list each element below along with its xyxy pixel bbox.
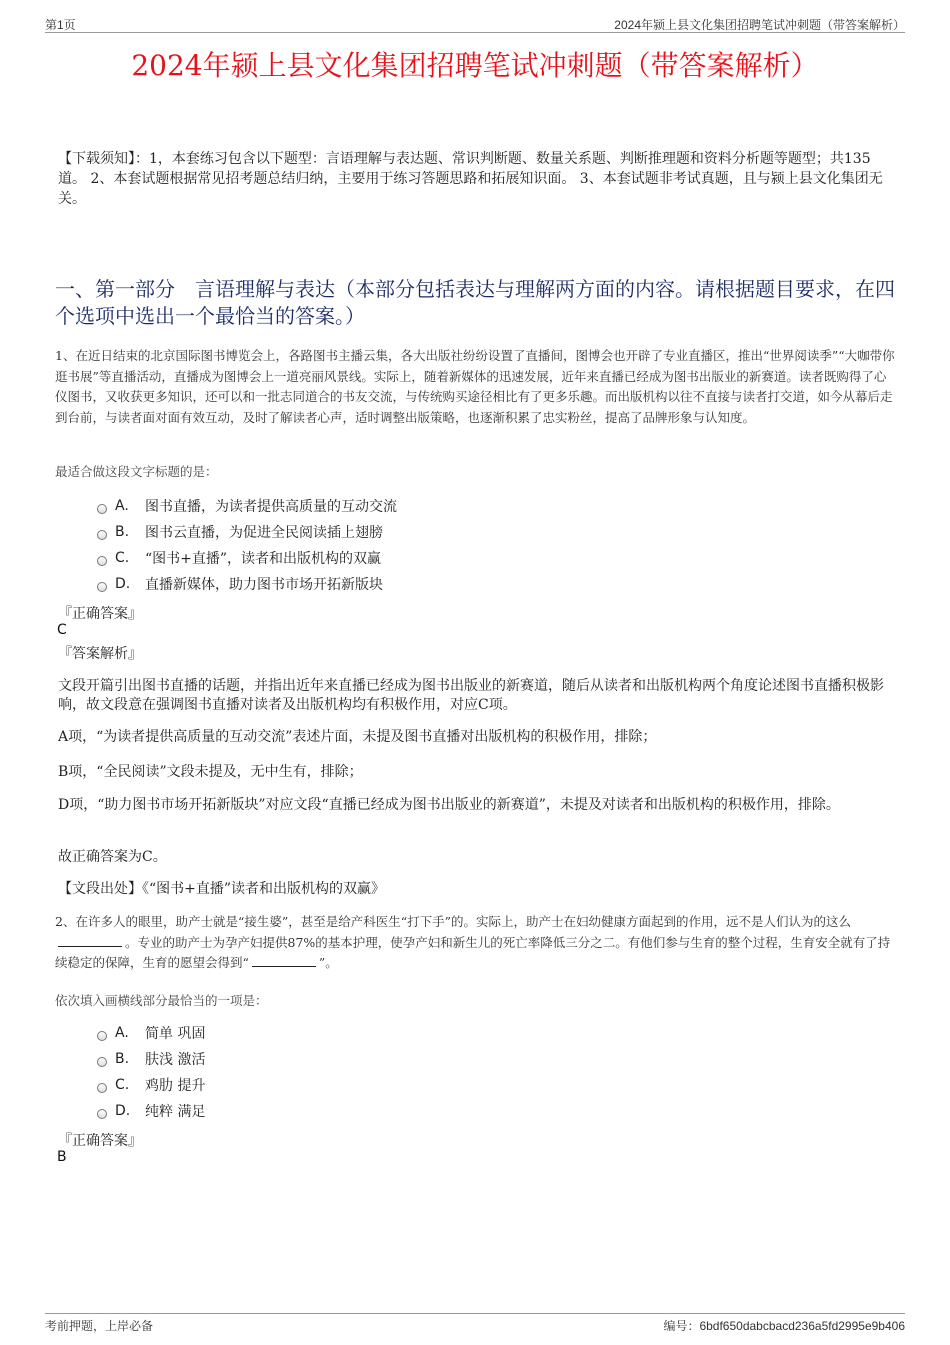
question-2-options [97,1020,205,1124]
question-1-options [97,493,397,597]
page-number: 第1页 [45,18,76,32]
question-2-prompt: 依次填入画横线部分最恰当的一项是： [55,993,268,1008]
analysis-paragraph: B项，“全民阅读”文段未提及，无中生有，排除； [58,764,363,780]
correct-answer: B [57,1149,67,1165]
option-text: 直播新媒体，助力图书市场开拓新版块 [145,577,383,593]
stem-part: 。专业的助产士为孕产妇提供87%的基本护理，使孕产妇和新生儿的死亡率降低三分之二。有他们参与生育的整个过程，生育安全就有了持续稳定的保障，生育的愿望会得到“ [55,934,891,970]
question-1-stem: 1、在近日结束的北京国际图书博览会上，各路图书主播云集，各大出版社纷纷设置了直播间，图博会也开辟了专业直播区，推出“世界阅读季”“大咖带你逛书展”等直播活动，直播成为图博会上一道亮丽风景线。实际上，随着新媒体的迅速发展，近年来直播已经成为图书出版业的新赛道。读者既购得了心仪图书，又收获更多知识，还可以和一批志同道合的书友交流，与传统购买途径相比有了更多乐趣。而出版机构以往不直接与读者打交道，如今从幕后走到台前，与读者面对面有效互动，及时了解读者心声，适时调整出版策略，也逐渐积累了忠实粉丝，提高了品牌形象与认知度。 [55,348,895,425]
footer-serial: 编号：6bdf650dabcbacd236a5fd2995e9b406 [663,1319,905,1333]
correct-answer-label: 『正确答案』 [58,1133,142,1149]
option-text: 纯粹 满足 [145,1104,206,1120]
radio-icon[interactable] [97,530,107,540]
option-text: “图书+直播”，读者和出版机构的双赢 [145,551,382,567]
option-d[interactable] [97,571,397,597]
option-letter: D. [115,1103,131,1119]
option-text: 肤浅 激活 [145,1052,206,1068]
analysis-label: 『答案解析』 [58,646,142,662]
option-c[interactable] [97,545,397,571]
analysis-paragraph: D项，“助力图书市场开拓新版块”对应文段“直播已经成为图书出版业的新赛道”，未提及对读者和出版机构的积极作用，排除。 [58,797,840,813]
radio-icon[interactable] [97,582,107,592]
stem-part: ”。 [318,955,338,970]
question-1-prompt: 最适合做这段文字标题的是： [55,464,218,479]
footer-slogan: 考前押题，上岸必备 [45,1319,154,1333]
document-title: 2024年颍上县文化集团招聘笔试冲刺题（带答案解析） [131,49,819,82]
header-doc-title: 2024年颍上县文化集团招聘笔试冲刺题（带答案解析） [614,18,905,32]
radio-icon[interactable] [97,1109,107,1119]
page-footer [45,1313,905,1333]
option-letter: A. [115,498,129,514]
option-text: 图书直播，为读者提供高质量的互动交流 [145,499,397,515]
option-text: 图书云直播，为促进全民阅读插上翅膀 [145,525,383,541]
option-letter: C. [115,1077,130,1093]
source-citation: 【文段出处】《“图书+直播”读者和出版机构的双赢》 [58,881,386,897]
question-2-stem [55,912,895,974]
radio-icon[interactable] [97,504,107,514]
option-b[interactable] [97,519,397,545]
option-letter: A. [115,1025,129,1041]
correct-answer-label: 『正确答案』 [58,606,142,622]
radio-icon[interactable] [97,1057,107,1067]
option-b[interactable] [97,1046,205,1072]
analysis-paragraph: 故正确答案为C。 [58,849,167,865]
analysis-paragraph: 文段开篇引出图书直播的话题，并指出近年来直播已经成为图书出版业的新赛道，随后从读者和出版机构两个角度论述图书直播积极影响，故文段意在强调图书直播对读者及出版机构均有积极作用，对应C项。 [58,678,884,713]
correct-answer: C [57,622,67,638]
option-d[interactable] [97,1098,205,1124]
download-notice: 【下载须知】：1，本套练习包含以下题型：言语理解与表达题、常识判断题、数量关系题、判断推理题和资料分析题等题型；共135道。 2、本套试题根据常见招考题总结归纳，主要用于练习答题思路和拓展知识面。 3、本套试题非考试真题，且与颍上县文化集团无关。 [58,151,883,207]
option-letter: B. [115,524,130,540]
fill-blank [58,934,122,947]
radio-icon[interactable] [97,1031,107,1041]
option-letter: B. [115,1051,130,1067]
option-c[interactable] [97,1072,205,1098]
fill-blank [252,954,316,967]
analysis-paragraph: A项，“为读者提供高质量的互动交流”表述片面，未提及图书直播对出版机构的积极作用，排除； [58,729,657,745]
page-header [45,14,905,33]
stem-part: 2、在许多人的眼里，助产士就是“接生婆”，甚至是给产科医生“打下手”的。实际上，助产士在妇幼健康方面起到的作用，远不是人们认为的这么 [55,914,852,929]
option-letter: C. [115,550,130,566]
section-heading: 一、第一部分 言语理解与表达（本部分包括表达与理解两方面的内容。请根据题目要求，在四个选项中选出一个最恰当的答案。） [55,277,895,328]
radio-icon[interactable] [97,1083,107,1093]
option-text: 简单 巩固 [145,1026,206,1042]
radio-icon[interactable] [97,556,107,566]
option-a[interactable] [97,493,397,519]
option-text: 鸡肋 提升 [145,1078,206,1094]
option-letter: D. [115,576,131,592]
option-a[interactable] [97,1020,205,1046]
